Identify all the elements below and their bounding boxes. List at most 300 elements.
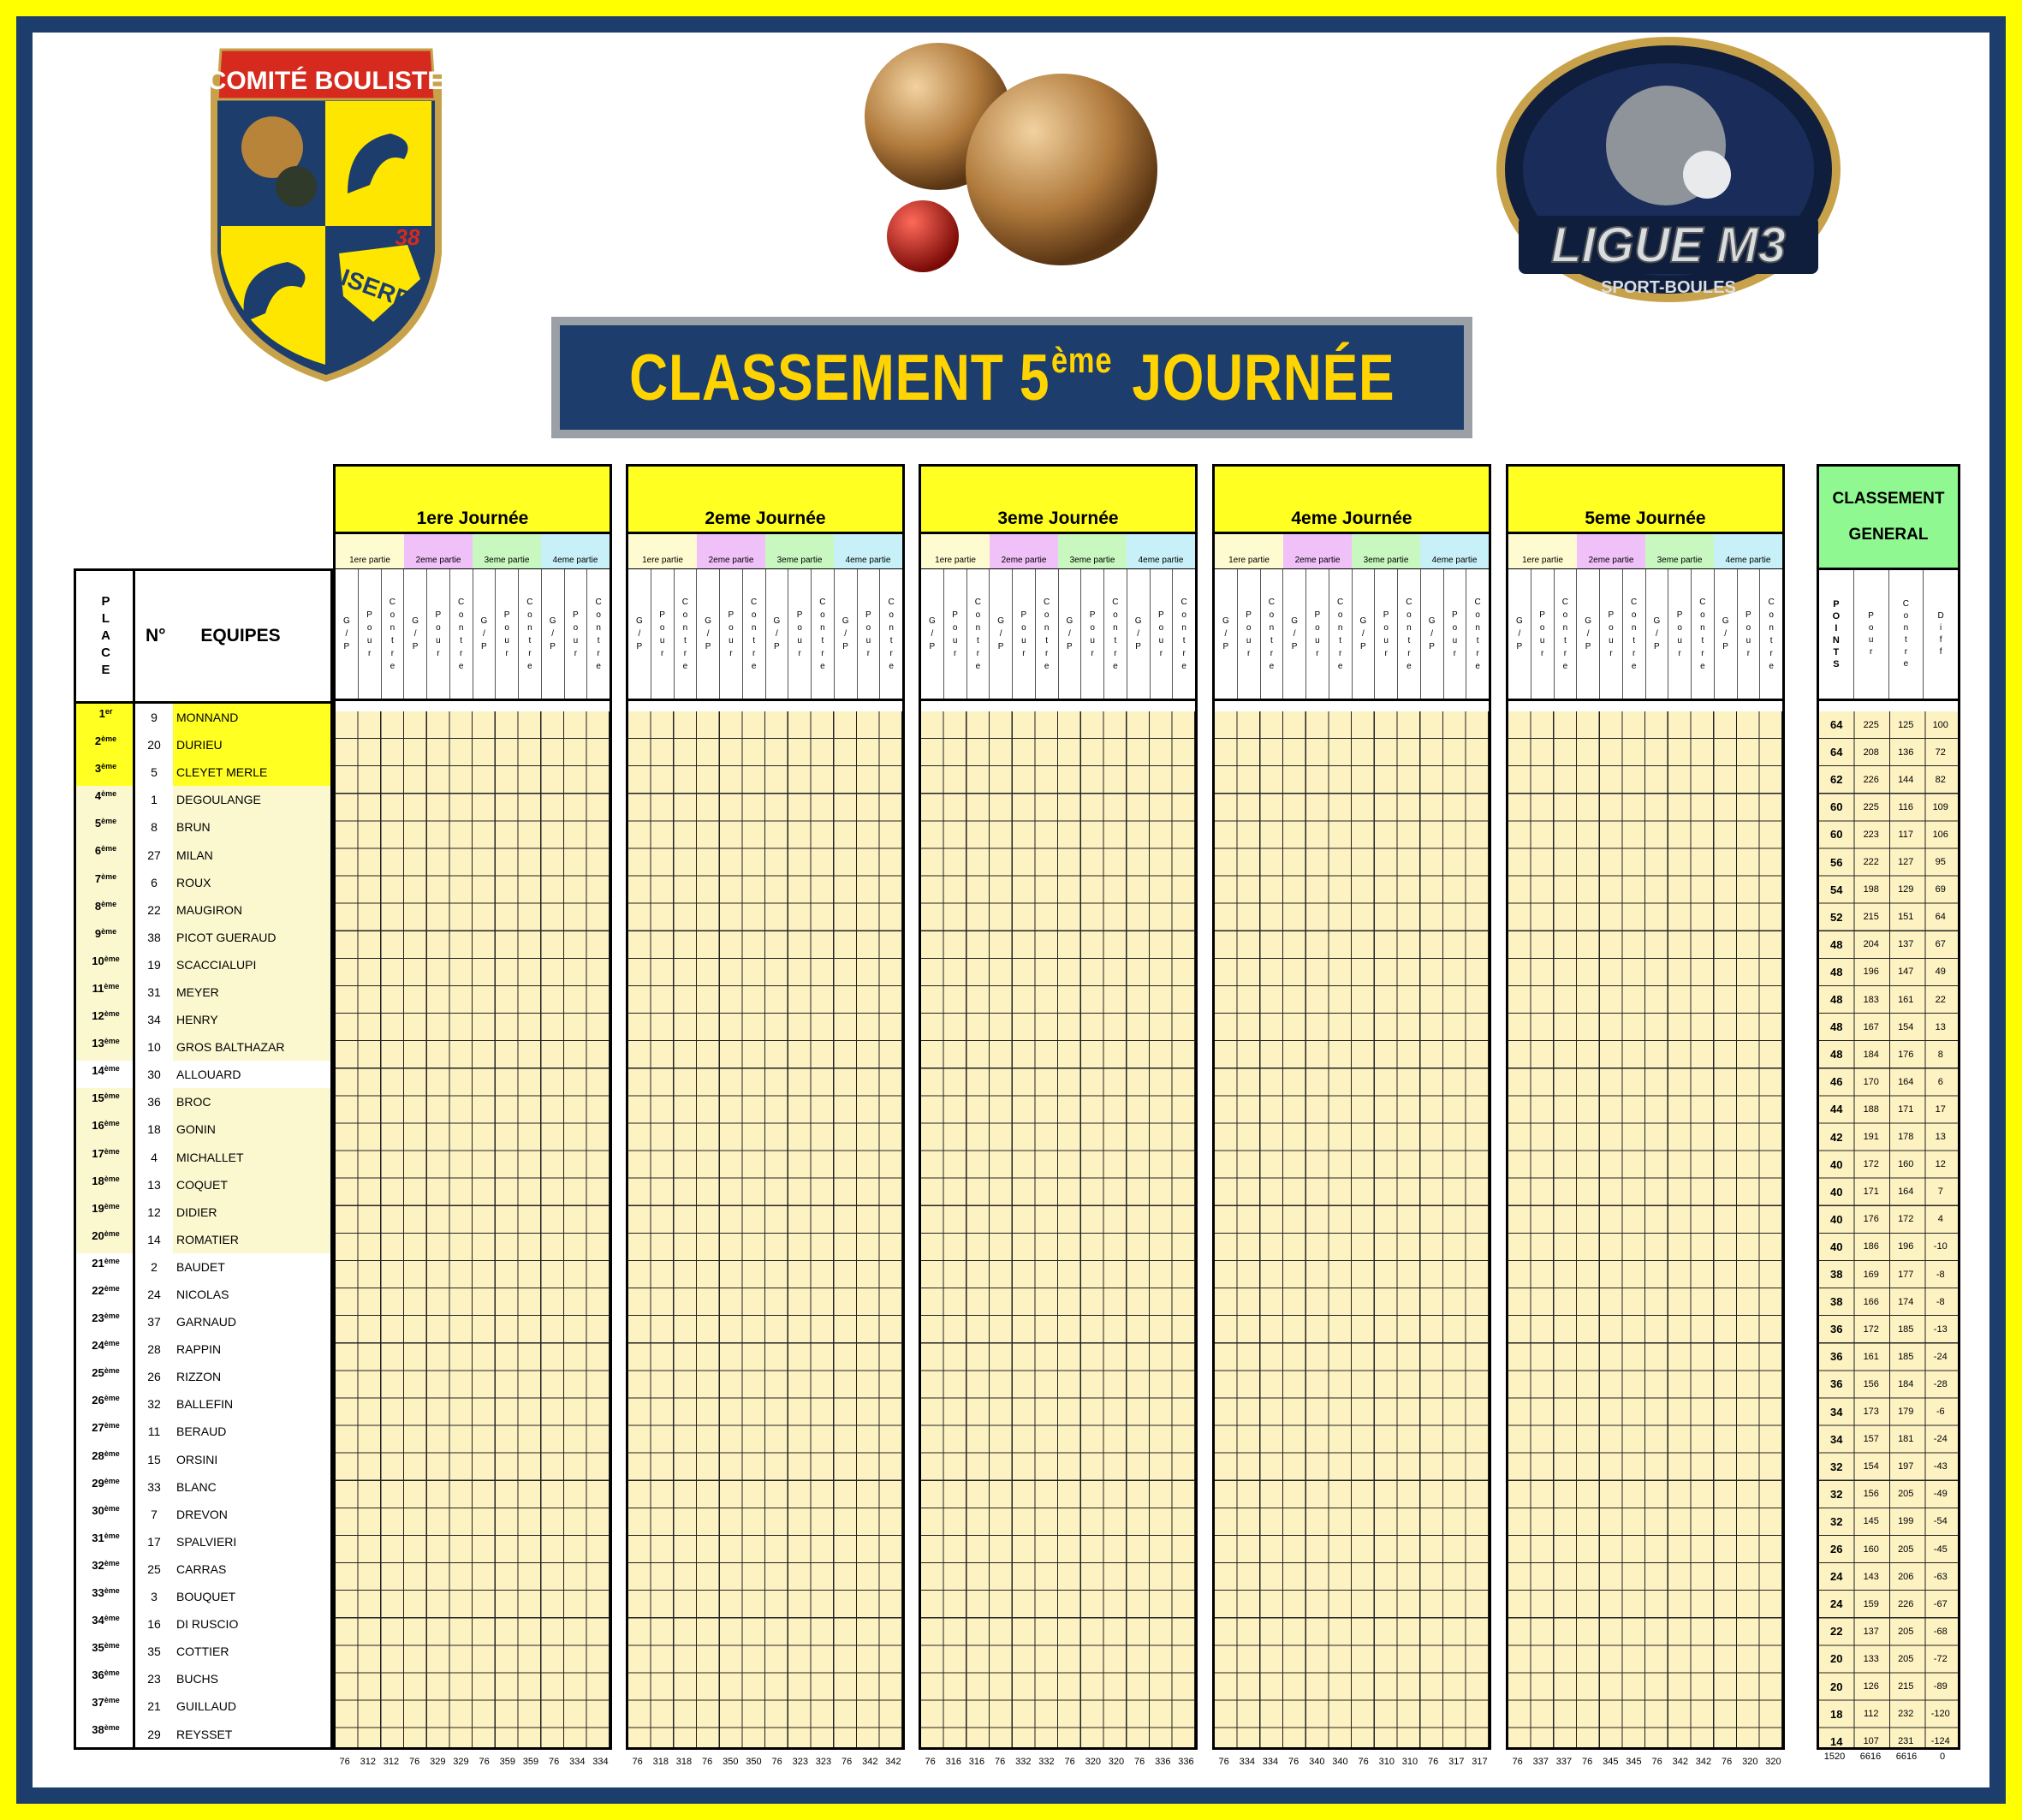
- total-value: 334: [569, 1757, 586, 1767]
- general-row: [1819, 1563, 1958, 1590]
- general-pour: 145: [1863, 1516, 1879, 1527]
- subheader-letter: r: [1091, 648, 1094, 658]
- subheader-letter: n: [1269, 622, 1275, 633]
- general-pour: 126: [1863, 1681, 1879, 1692]
- place-suffix: ème: [104, 1394, 120, 1403]
- subheader-letter: n: [1700, 622, 1705, 633]
- general-pour: 222: [1863, 857, 1879, 867]
- table-row: [135, 1144, 330, 1171]
- subheader-col: [336, 569, 359, 699]
- subheader-letter: G: [1291, 616, 1299, 626]
- total-value: 350: [723, 1757, 739, 1767]
- place-suffix: ème: [104, 1614, 120, 1623]
- total-value: 359: [522, 1757, 539, 1767]
- place-suffix: ème: [104, 1641, 120, 1650]
- general-pour: 183: [1863, 994, 1879, 1005]
- place-number: 35: [92, 1641, 104, 1655]
- general-contre: 205: [1898, 1626, 1914, 1637]
- subheader-col: [1306, 569, 1329, 699]
- general-contre: 178: [1898, 1132, 1914, 1142]
- general-diff: -63: [1933, 1571, 1948, 1582]
- subheader-letter: G: [705, 616, 712, 626]
- subheader-letter: /: [345, 629, 348, 639]
- subheader-letter: r: [1270, 648, 1274, 658]
- general-subheader-col: [1819, 570, 1854, 699]
- subheader-letter: e: [458, 661, 464, 671]
- subheader-col: [1104, 569, 1127, 699]
- team-number: 10: [147, 1040, 161, 1055]
- general-diff: 8: [1937, 1049, 1943, 1060]
- subheader-col: [1261, 569, 1284, 699]
- subheader-letter: e: [1337, 661, 1343, 671]
- subheader-letter: P: [659, 610, 665, 620]
- team-number: 15: [147, 1452, 161, 1466]
- place-number: 30: [92, 1503, 104, 1517]
- journee-title: 1ere Journée: [333, 464, 612, 534]
- subheader-col: [1444, 569, 1467, 699]
- team-number: 27: [147, 848, 161, 862]
- total-value: 332: [1015, 1757, 1032, 1767]
- total-value: 76: [1651, 1757, 1662, 1767]
- place-cell: [76, 1115, 135, 1143]
- general-subheader-col: [1889, 570, 1924, 699]
- place-cell: [76, 951, 135, 978]
- general-row: [1819, 1288, 1958, 1315]
- subheader-letter: n: [1406, 622, 1412, 633]
- subheader-letter: C: [1561, 597, 1568, 607]
- general-pour: 161: [1863, 1351, 1879, 1362]
- team-name: BOUQUET: [176, 1590, 236, 1604]
- subheader-letter: P: [1868, 611, 1874, 621]
- total-value: 320: [1108, 1757, 1125, 1767]
- place-cell: [76, 1088, 135, 1115]
- general-diff: -72: [1933, 1653, 1948, 1664]
- total-value: 345: [1603, 1757, 1619, 1767]
- subheader-letter: C: [1474, 597, 1481, 607]
- subheader-letter: /: [775, 629, 778, 639]
- general-points: 32: [1830, 1460, 1843, 1473]
- team-name: DEGOULANGE: [173, 786, 330, 813]
- general-contre: 164: [1898, 1076, 1914, 1087]
- num-header: N°: [146, 626, 166, 645]
- subheader-letter: o: [1539, 622, 1545, 633]
- general-points: 48: [1830, 993, 1843, 1006]
- general-pour: 154: [1863, 1461, 1879, 1472]
- general-pour: 156: [1863, 1489, 1879, 1500]
- journee-parts: [1212, 534, 1491, 568]
- subheader-letter: e: [596, 661, 601, 671]
- general-grid: [1817, 701, 1960, 1750]
- partie-label: 3eme partie: [765, 534, 834, 568]
- general-row: [1819, 1618, 1958, 1645]
- subheader-letter: C: [974, 597, 981, 607]
- subheader-letter: o: [1700, 610, 1705, 620]
- general-row: [1819, 1536, 1958, 1562]
- team-number: 35: [147, 1645, 161, 1659]
- place-suffix: ème: [104, 1696, 120, 1705]
- team-number: 2: [151, 1259, 158, 1274]
- total-value: 342: [885, 1757, 901, 1767]
- subheader-letter: /: [482, 629, 485, 639]
- subheader-col: [1738, 569, 1761, 699]
- svg-text:38: 38: [395, 224, 420, 250]
- place-number: 13: [92, 1037, 104, 1050]
- general-points: 34: [1830, 1405, 1843, 1419]
- journee-title: 4eme Journée: [1212, 464, 1491, 534]
- general-contre: 205: [1898, 1543, 1914, 1555]
- subheader-col: [990, 569, 1013, 699]
- place-suffix: ème: [104, 1476, 120, 1485]
- place-cell: [76, 1006, 135, 1033]
- place-column: [74, 568, 135, 1750]
- general-points: 48: [1830, 965, 1843, 978]
- subheader-col: [697, 569, 720, 699]
- total-value: 329: [430, 1757, 446, 1767]
- subheader-letter: r: [866, 648, 871, 658]
- general-contre: 231: [1898, 1736, 1914, 1747]
- subheader-letter: G: [1515, 616, 1523, 626]
- subheader-letter: e: [1113, 661, 1118, 671]
- general-contre: 215: [1898, 1681, 1914, 1692]
- place-cell: [76, 1720, 135, 1747]
- subheader-letter: P: [1833, 599, 1840, 610]
- place-cell: [76, 869, 135, 896]
- general-row: [1819, 1674, 1958, 1700]
- team-name: SCACCIALUPI: [173, 951, 330, 978]
- total-value: 317: [1472, 1757, 1488, 1767]
- subheader-col: [1555, 569, 1578, 699]
- place-cell: [76, 1226, 135, 1253]
- partie-label: 3eme partie: [473, 534, 541, 568]
- total-value: 342: [1695, 1757, 1712, 1767]
- subheader-letter: C: [1337, 597, 1344, 607]
- total-value: 340: [1309, 1757, 1325, 1767]
- subheader-letter: o: [889, 610, 894, 620]
- subheader-letter: n: [682, 622, 688, 633]
- subheader-letter: t: [1701, 635, 1704, 645]
- general-diff: -45: [1933, 1543, 1948, 1555]
- team-name: BRUN: [173, 813, 330, 841]
- general-pour: 107: [1863, 1736, 1879, 1747]
- team-name: DREVON: [176, 1507, 228, 1521]
- place-letter: L: [101, 611, 110, 626]
- general-diff: -43: [1933, 1461, 1948, 1472]
- subheader-letter: P: [636, 642, 643, 651]
- subheader-letter: r: [1869, 647, 1873, 657]
- general-points: 32: [1830, 1487, 1843, 1501]
- table-row: [135, 1610, 330, 1638]
- subheader-letter: f: [1939, 647, 1942, 657]
- subheader-letter: o: [458, 610, 464, 620]
- subheader-col: [1036, 569, 1059, 699]
- subheader-letter: e: [1269, 661, 1275, 671]
- subheader-letter: r: [1384, 648, 1388, 658]
- subheader-letter: o: [1769, 610, 1774, 620]
- subheader-letter: N: [1832, 635, 1840, 645]
- subheader-letter: n: [390, 622, 395, 633]
- team-number: 16: [147, 1617, 161, 1632]
- subheader-letter: I: [1835, 623, 1838, 633]
- general-pour: 112: [1863, 1709, 1879, 1720]
- place-cell: [76, 1198, 135, 1226]
- subheader-col: [359, 569, 382, 699]
- general-row: [1819, 1041, 1958, 1068]
- svg-text:SPORT-BOULES: SPORT-BOULES: [1601, 278, 1736, 297]
- team-name: MICHALLET: [173, 1144, 330, 1171]
- general-contre: 179: [1898, 1407, 1914, 1417]
- general-diff: 7: [1937, 1187, 1943, 1198]
- subheader-col: [812, 569, 835, 699]
- subheader-letter: u: [573, 635, 579, 645]
- subheader-letter: C: [389, 597, 395, 607]
- team-number: 34: [147, 1013, 161, 1027]
- subheader-letter: O: [1832, 611, 1841, 622]
- subheader-letter: u: [797, 635, 802, 645]
- team-number: 36: [147, 1095, 161, 1109]
- general-row: [1819, 1591, 1958, 1617]
- team-number: 11: [147, 1424, 161, 1439]
- subheader-col: [835, 569, 858, 699]
- subheader-col: [496, 569, 519, 699]
- place-letter: E: [101, 663, 110, 677]
- general-points: 40: [1830, 1185, 1843, 1198]
- subheader-letter: t: [752, 635, 756, 645]
- partie-label: 1ere partie: [628, 534, 697, 568]
- general-points: 32: [1830, 1514, 1843, 1528]
- subheader-letter: P: [1291, 642, 1298, 651]
- journee-title: 3eme Journée: [919, 464, 1198, 534]
- place-suffix: ème: [104, 1668, 120, 1678]
- general-pour: 176: [1863, 1214, 1879, 1225]
- general-diff: 72: [1935, 746, 1946, 758]
- general-points: 34: [1830, 1432, 1843, 1446]
- subheader-letter: o: [952, 622, 958, 633]
- partie-label: 2eme partie: [1577, 534, 1645, 568]
- subheader-letter: P: [1452, 610, 1458, 620]
- general-diff: 6: [1937, 1076, 1943, 1087]
- partie-label: 1ere partie: [1508, 534, 1577, 568]
- subheader-letter: /: [551, 629, 555, 639]
- subheader-letter: C: [1268, 597, 1275, 607]
- general-diff: -24: [1933, 1351, 1948, 1362]
- place-cell: [76, 1418, 135, 1445]
- place-cell: [76, 1446, 135, 1473]
- team-name: ROMATIER: [173, 1226, 330, 1253]
- subheader-letter: o: [1315, 622, 1320, 633]
- subheader-letter: C: [1768, 597, 1775, 607]
- subheader-letter: C: [751, 597, 758, 607]
- team-number: 12: [147, 1204, 161, 1219]
- subheader-letter: P: [1067, 642, 1073, 651]
- total-value: 318: [652, 1757, 669, 1767]
- subheader-letter: G: [635, 616, 643, 626]
- table-row: [135, 1692, 330, 1720]
- partie-label: 3eme partie: [1645, 534, 1714, 568]
- general-contre: 147: [1898, 967, 1914, 978]
- team-number: 6: [151, 875, 158, 889]
- subheader-letter: G: [549, 616, 556, 626]
- general-diff: -6: [1936, 1407, 1945, 1417]
- team-number: 9: [151, 711, 158, 725]
- subheader-letter: r: [889, 648, 893, 658]
- general-row: [1819, 1481, 1958, 1508]
- total-value: 76: [1512, 1757, 1523, 1767]
- subheader-letter: P: [503, 610, 510, 620]
- total-value: 76: [1428, 1757, 1439, 1767]
- team-name: MEYER: [173, 978, 330, 1006]
- subheader-letter: C: [888, 597, 895, 607]
- general-row: [1819, 1371, 1958, 1397]
- subheader-letter: r: [1746, 648, 1751, 658]
- subheader-letter: e: [1903, 659, 1909, 669]
- subheader-letter: o: [1406, 610, 1412, 620]
- total-value: 320: [1085, 1757, 1101, 1767]
- place-suffix: ème: [101, 789, 117, 799]
- general-contre: 125: [1898, 719, 1914, 730]
- general-contre: 226: [1898, 1598, 1914, 1609]
- total-value: 340: [1332, 1757, 1348, 1767]
- general-contre: 185: [1898, 1351, 1914, 1362]
- teams-header: [135, 571, 330, 704]
- subheader-letter: P: [1158, 610, 1164, 620]
- subheader-letter: /: [844, 629, 847, 639]
- subheader-col: [720, 569, 743, 699]
- general-diff: 109: [1932, 801, 1948, 812]
- svg-text:ISERE: ISERE: [337, 264, 415, 314]
- general-row: [1819, 1508, 1958, 1535]
- table-row: [135, 1006, 330, 1033]
- table-row: [135, 1363, 330, 1390]
- team-name: MONNAND: [173, 704, 330, 731]
- subheader-letter: t: [1045, 635, 1049, 645]
- subheader-letter: P: [1585, 642, 1591, 651]
- journee-subheaders: [1506, 568, 1785, 701]
- general-row: [1819, 986, 1958, 1013]
- general-row: [1819, 821, 1958, 848]
- team-name: DURIEU: [173, 731, 330, 758]
- subheader-letter: /: [999, 629, 1002, 639]
- general-subheader-col: [1854, 570, 1889, 699]
- general-subheader-col: [1924, 570, 1958, 699]
- general-contre: 116: [1898, 801, 1914, 812]
- general-row: [1819, 794, 1958, 820]
- team-number: 13: [147, 1177, 161, 1192]
- subheader-letter: r: [1609, 648, 1613, 658]
- team-name: BROC: [173, 1088, 330, 1115]
- subheader-letter: t: [821, 635, 824, 645]
- subheader-letter: r: [660, 648, 664, 658]
- table-row: [135, 1308, 330, 1335]
- partie-label: 2eme partie: [697, 534, 765, 568]
- subheader-col: [1353, 569, 1376, 699]
- table-row: [135, 951, 330, 978]
- subheader-letter: G: [1066, 616, 1073, 626]
- place-number: 38: [92, 1723, 104, 1737]
- general-pour: 184: [1863, 1049, 1879, 1060]
- subheader-col: [1668, 569, 1692, 699]
- subheader-letter: u: [436, 635, 441, 645]
- team-number: 24: [147, 1288, 161, 1302]
- subheader-letter: r: [1044, 648, 1049, 658]
- subheader-letter: P: [1516, 642, 1523, 651]
- subheader-letter: G: [480, 616, 488, 626]
- place-suffix: er: [104, 707, 113, 716]
- place-cell: [76, 704, 135, 731]
- subheader-letter: t: [683, 635, 687, 645]
- subheader-letter: o: [1475, 610, 1480, 620]
- total-value: 320: [1765, 1757, 1781, 1767]
- general-points: 24: [1830, 1570, 1843, 1584]
- subheader-letter: r: [367, 648, 372, 658]
- subheader-col: [921, 569, 944, 699]
- general-diff: -49: [1933, 1489, 1948, 1500]
- subheader-letter: o: [1631, 610, 1637, 620]
- team-number: 33: [147, 1479, 161, 1494]
- general-points: 60: [1830, 800, 1843, 814]
- journee-block: [1212, 464, 1491, 1767]
- subheader-letter: C: [526, 597, 533, 607]
- subheader-letter: P: [1745, 610, 1751, 620]
- subheader-letter: r: [1182, 648, 1186, 658]
- team-name: ORSINI: [176, 1452, 218, 1466]
- team-number: 31: [147, 984, 161, 999]
- total-value: 76: [771, 1757, 782, 1767]
- journee-grid: [1506, 701, 1785, 1750]
- subheader-letter: o: [1246, 622, 1252, 633]
- subheader-letter: e: [1475, 661, 1480, 671]
- place-cell: [76, 1308, 135, 1335]
- general-diff: -54: [1933, 1516, 1948, 1527]
- subheader-letter: P: [1383, 610, 1389, 620]
- general-points: 48: [1830, 937, 1843, 951]
- subheader-letter: G: [1428, 616, 1436, 626]
- general-contre: 184: [1898, 1378, 1914, 1389]
- total-value: 316: [968, 1757, 985, 1767]
- general-diff: 49: [1935, 967, 1946, 978]
- subheader-letter: u: [1383, 635, 1389, 645]
- subheader-letter: u: [1745, 635, 1751, 645]
- subheader-letter: P: [1722, 642, 1728, 651]
- subheader-letter: n: [1337, 622, 1343, 633]
- subheader-letter: r: [953, 648, 957, 658]
- subheader-letter: n: [458, 622, 464, 633]
- general-row: [1819, 1179, 1958, 1205]
- total-value: 76: [632, 1757, 643, 1767]
- subheader-letter: r: [1246, 648, 1251, 658]
- subheader-letter: t: [1114, 635, 1117, 645]
- subheader-col: [1151, 569, 1174, 699]
- general-points: 20: [1830, 1680, 1843, 1693]
- general-row: [1819, 1124, 1958, 1151]
- subheader-letter: e: [889, 661, 894, 671]
- team-name: RAPPIN: [176, 1342, 222, 1357]
- partie-label: 4eme partie: [541, 534, 610, 568]
- table-row: [135, 1418, 330, 1445]
- total-value: 337: [1555, 1757, 1573, 1767]
- subheader-letter: u: [1452, 635, 1458, 645]
- general-diff: -124: [1930, 1736, 1950, 1747]
- page-title: CLASSEMENT 5ème JOURNÉE: [628, 340, 1395, 414]
- subheader-letter: P: [728, 610, 734, 620]
- total-value: 76: [1288, 1757, 1299, 1767]
- subheader-col: [944, 569, 967, 699]
- subheader-letter: u: [1021, 635, 1026, 645]
- subheader-letter: r: [528, 648, 532, 658]
- general-total-value: 1520: [1823, 1752, 1846, 1762]
- place-number: 11: [92, 981, 104, 995]
- place-cell: [76, 1528, 135, 1555]
- general-points: 62: [1830, 773, 1843, 787]
